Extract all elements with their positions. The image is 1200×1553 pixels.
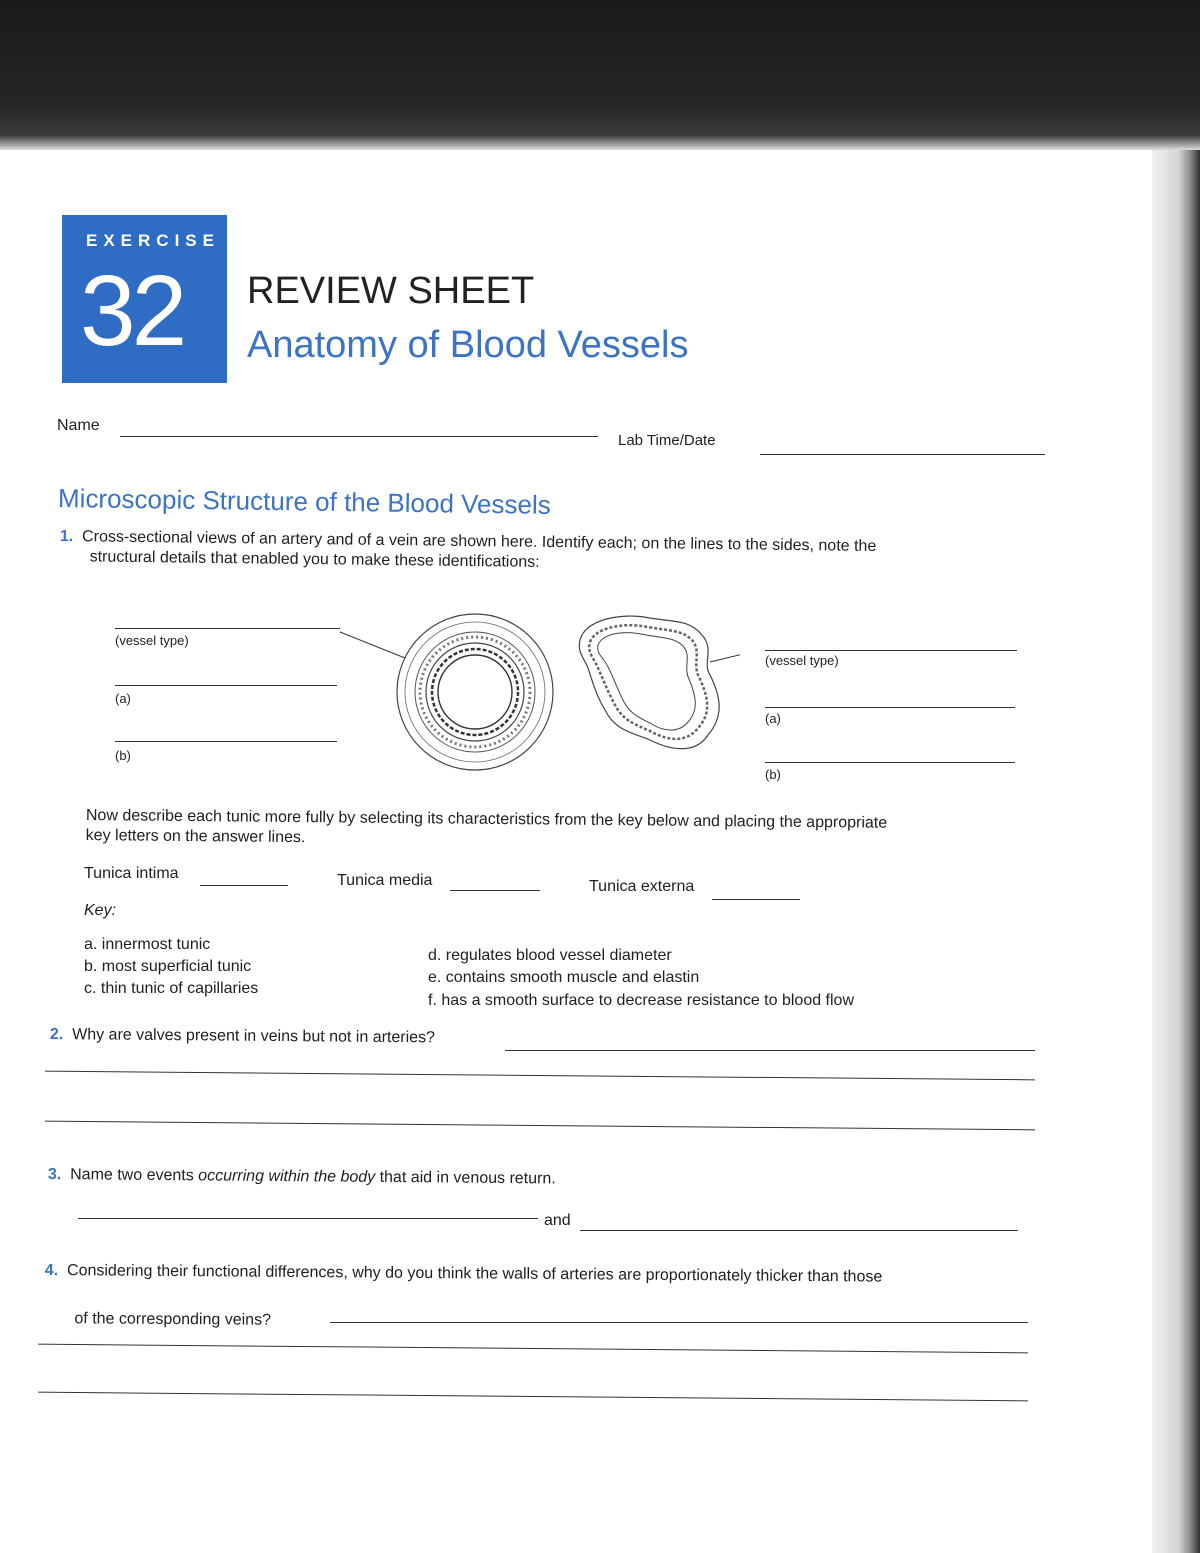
q4-number: 4. <box>44 1261 59 1280</box>
left-vessel-type-field[interactable] <box>115 628 340 629</box>
key-item-b: b. most superficial tunic <box>84 958 252 975</box>
worksheet-page <box>0 150 1152 1553</box>
tunica-media-field[interactable] <box>450 890 540 891</box>
q1-text-line2: structural details that enabled you to make these identifications: <box>89 548 540 571</box>
q4-answer-line-1[interactable] <box>330 1322 1028 1323</box>
exercise-number: 32 <box>80 255 184 367</box>
tunica-externa-label: Tunica externa <box>589 878 695 895</box>
q3-text-c: that aid in venous return. <box>375 1168 556 1188</box>
tunica-externa-field[interactable] <box>712 899 800 900</box>
tunica-intima-field[interactable] <box>200 885 288 886</box>
q4-text-line1: Considering their functional differences, why do you think the walls of arteries are proportionately thicker than those <box>66 1262 883 1286</box>
q3-number: 3. <box>47 1166 62 1184</box>
left-b-field[interactable] <box>115 741 337 742</box>
artery-leader-line <box>340 632 405 658</box>
section-title: Microscopic Structure of the Blood Vessels <box>57 483 551 520</box>
q2-answer-line-3[interactable] <box>45 1121 1035 1131</box>
right-vessel-type-label: (vessel type) <box>765 653 839 668</box>
q1-prompt <box>60 527 877 577</box>
q3-and-label: and <box>544 1212 571 1229</box>
q1-text-line1: Cross-sectional views of an artery and of a vein are shown here. Identify each; on the lines to the sides, note the <box>82 528 877 555</box>
right-b-field[interactable] <box>765 762 1015 763</box>
lab-time-label: Lab Time/Date <box>618 432 716 449</box>
q1-describe-instructions <box>86 806 888 854</box>
q3-answer-line-1[interactable] <box>78 1218 538 1219</box>
right-a-label: (a) <box>765 711 781 726</box>
vessel-cross-section-diagram <box>330 600 740 775</box>
right-b-label: (b) <box>765 767 781 782</box>
key-item-f: f. has a smooth surface to decrease resistance to blood flow <box>428 992 855 1009</box>
q3-answer-line-2[interactable] <box>580 1230 1018 1231</box>
key-item-a: a. innermost tunic <box>84 936 211 953</box>
key-item-d: d. regulates blood vessel diameter <box>428 947 672 964</box>
page-subtitle: Anatomy of Blood Vessels <box>247 324 689 366</box>
q1-number: 1. <box>59 527 74 546</box>
scan-shadow-right <box>1152 150 1200 1553</box>
describe-line1: Now describe each tunic more fully by selecting its characteristics from the key below and placing the appropriate <box>85 806 888 832</box>
exercise-label: EXERCISE <box>86 231 220 250</box>
q2-text: Why are valves present in veins but not in arteries? <box>72 1026 436 1047</box>
scan-shadow-top <box>0 0 1200 150</box>
right-vessel-type-field[interactable] <box>765 650 1017 651</box>
key-item-e: e. contains smooth muscle and elastin <box>428 969 700 986</box>
q4-text-line2: of the corresponding veins? <box>74 1310 272 1329</box>
q4-prompt <box>44 1247 882 1350</box>
left-vessel-type-label: (vessel type) <box>115 633 189 648</box>
q4-answer-line-3[interactable] <box>38 1392 1028 1402</box>
left-b-label: (b) <box>115 748 131 763</box>
left-a-field[interactable] <box>115 685 337 686</box>
tunica-intima-label: Tunica intima <box>84 865 179 882</box>
lab-time-field[interactable] <box>760 454 1045 455</box>
q3-prompt <box>48 1165 556 1189</box>
name-field[interactable] <box>120 436 598 437</box>
key-item-c: c. thin tunic of capillaries <box>84 980 259 997</box>
exercise-badge <box>62 215 227 383</box>
q2-number: 2. <box>49 1026 64 1044</box>
q2-prompt <box>50 1025 435 1048</box>
key-label: Key: <box>84 902 117 919</box>
artery-cross-section <box>397 614 553 770</box>
q3-text-emphasis: occurring within the body <box>198 1167 376 1186</box>
vein-cross-section <box>579 616 740 749</box>
describe-line2: key letters on the answer lines. <box>85 826 306 847</box>
q3-text-a: Name two events <box>70 1166 199 1185</box>
left-a-label: (a) <box>115 691 131 706</box>
right-a-field[interactable] <box>765 707 1015 708</box>
tunica-media-label: Tunica media <box>337 872 433 889</box>
q2-answer-line-1[interactable] <box>505 1050 1035 1051</box>
name-label: Name <box>57 417 100 434</box>
q2-answer-line-2[interactable] <box>45 1071 1035 1081</box>
page-title: REVIEW SHEET <box>247 270 535 312</box>
